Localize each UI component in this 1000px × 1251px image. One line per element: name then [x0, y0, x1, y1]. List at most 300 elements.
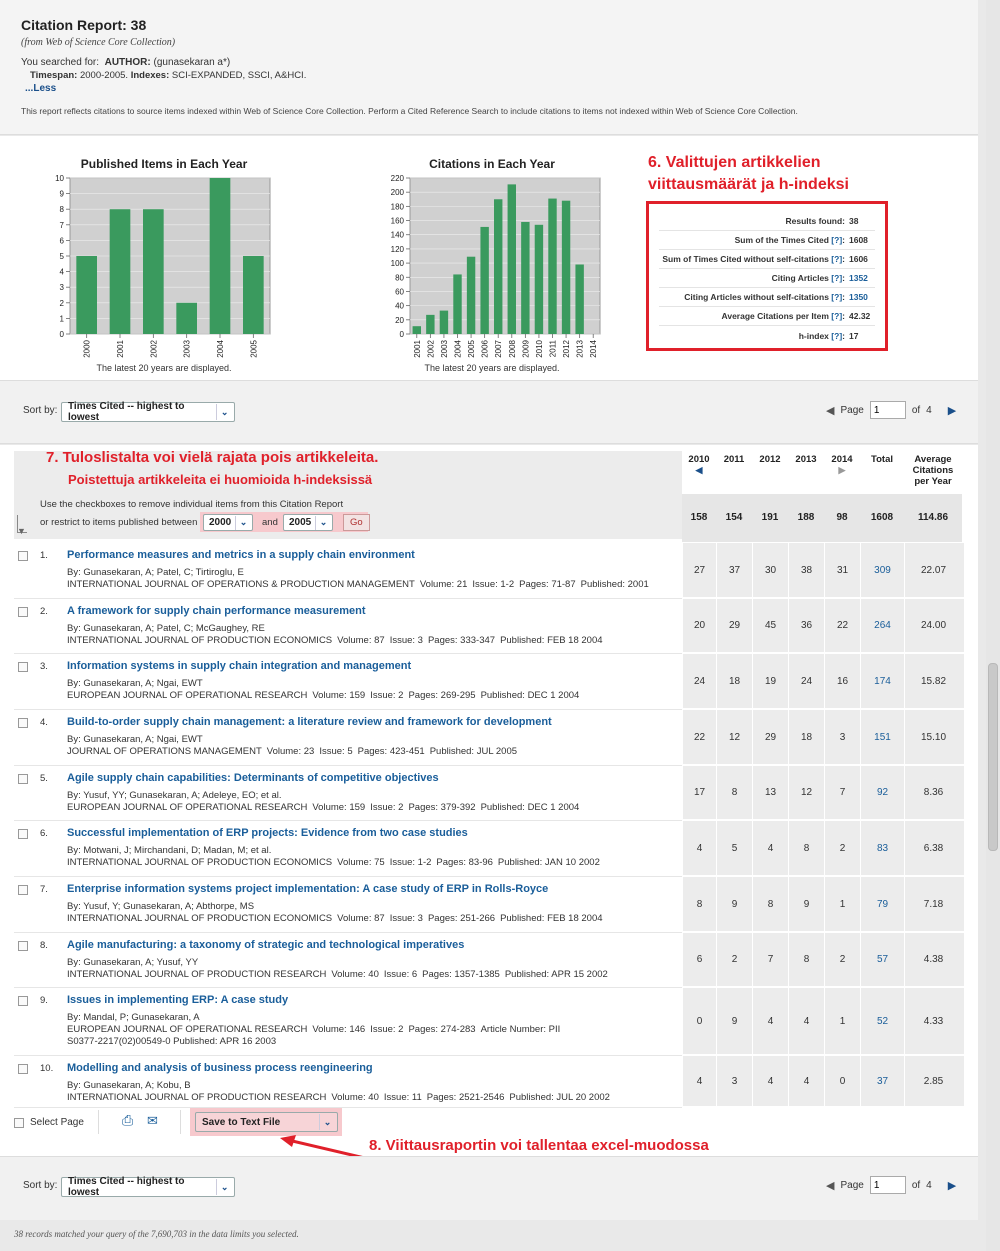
- published-items-chart: [48, 174, 278, 364]
- stat-colon: :: [842, 292, 845, 302]
- record-citations: [682, 933, 964, 986]
- year-citations: 18: [788, 710, 824, 764]
- record-source-part: EUROPEAN JOURNAL OF OPERATIONAL RESEARCH: [67, 802, 308, 813]
- year-citations: 7: [752, 933, 788, 986]
- record-source-part: Pages: 269-295: [408, 690, 476, 701]
- record-citations: [682, 654, 964, 708]
- year-header-label: 2010: [688, 454, 710, 465]
- pager-top: [826, 401, 956, 419]
- record-source-part: INTERNATIONAL JOURNAL OF PRODUCTION RESEARCH: [67, 1092, 327, 1103]
- year-citations: 31: [824, 543, 860, 597]
- citations-bar: [426, 315, 434, 334]
- record-title-link[interactable]: Enterprise information systems project implementation: A case study of ERP in Rolls-Royce: [67, 883, 549, 895]
- help-link[interactable]: [?]: [831, 292, 843, 302]
- year-to-select[interactable]: [283, 514, 333, 531]
- chevron-down-icon: ⌄: [235, 516, 251, 530]
- year-header-label: 2013: [795, 454, 817, 465]
- help-link[interactable]: [?]: [831, 235, 843, 245]
- record-source-part: Pages: 333-347: [427, 635, 496, 646]
- prev-years-icon[interactable]: ◀: [695, 465, 703, 475]
- record-source-part: Volume: 159: [312, 802, 366, 813]
- report-note: This report reflects citations to source items indexed within Web of Science Core Collection. Perform a Cited Reference Search to include citations to items not indexed within Web of Science Core Collection.: [21, 106, 798, 116]
- prev-page-icon[interactable]: ◀: [826, 404, 835, 417]
- record-citations: [682, 988, 964, 1054]
- record-citations: [682, 821, 964, 875]
- record-checkbox[interactable]: [18, 829, 28, 839]
- stat-colon: :: [842, 254, 845, 264]
- record-source-part: Published: FEB 18 2004: [500, 635, 603, 646]
- year-from-select[interactable]: [203, 514, 253, 531]
- record-source-part: Pages: 1357-1385: [422, 969, 500, 980]
- record-source-part: INTERNATIONAL JOURNAL OF PRODUCTION ECONOMICS: [67, 913, 333, 924]
- stat-value: 42.32: [849, 311, 871, 321]
- citations-xtick-label: 2002: [426, 340, 436, 358]
- year-citations: 4: [788, 988, 824, 1054]
- record-checkbox[interactable]: [18, 662, 28, 672]
- help-link[interactable]: [?]: [831, 254, 843, 264]
- table-row: [14, 879, 682, 933]
- record-source-part: Published: DEC 1 2004: [480, 802, 580, 813]
- year-citations: 27: [682, 543, 716, 597]
- stat-label: Average Citations per Item: [721, 311, 829, 321]
- total-citations-link[interactable]: 52: [860, 988, 904, 1054]
- stat-colon: :: [842, 311, 845, 321]
- stat-h-index: [659, 326, 875, 345]
- indexes-value: SCI-EXPANDED, SSCI, A&HCI.: [171, 70, 307, 81]
- year-citations: 9: [716, 877, 752, 931]
- sort-label: Sort by:: [23, 1180, 58, 1191]
- stat-citing-articles-noself: [659, 288, 875, 307]
- year-total: 191: [752, 494, 788, 542]
- citing-articles-link[interactable]: 1352: [849, 273, 868, 283]
- searched-field: AUTHOR:: [104, 57, 151, 68]
- year-citations: 1: [824, 988, 860, 1054]
- citations-xtick-label: 2012: [562, 340, 572, 358]
- year-citations: 9: [788, 877, 824, 931]
- record-authors: By: Motwani, J; Mirchandani, D; Madan, M; et al.: [67, 845, 272, 856]
- published-ytick-label: 10: [55, 174, 64, 183]
- record-source-part: Issue: 5: [319, 746, 353, 757]
- page-label: Page: [840, 1179, 864, 1191]
- year-citations: 17: [682, 766, 716, 819]
- record-source-part: Published: APR 15 2002: [504, 969, 608, 980]
- table-row: [14, 712, 682, 766]
- year-citations: 1: [824, 877, 860, 931]
- published-ytick-label: 1: [59, 314, 64, 324]
- published-ytick-label: 9: [59, 189, 64, 199]
- year-header-label: 2012: [759, 454, 781, 465]
- stat-colon: :: [842, 330, 845, 341]
- next-years-icon[interactable]: ▶: [838, 465, 846, 475]
- published-xtick-label: 2001: [116, 340, 125, 358]
- chevron-down-icon: ⌄: [216, 1179, 232, 1195]
- stat-value: 1606: [849, 254, 868, 264]
- record-source: [67, 690, 584, 701]
- page-input[interactable]: [870, 1176, 906, 1194]
- stat-label: Sum of the Times Cited: [734, 235, 829, 245]
- stat-sum-times-cited: [659, 231, 875, 250]
- citations-xtick-label: 2004: [453, 340, 463, 358]
- total-citations-link[interactable]: 57: [860, 933, 904, 986]
- citations-bar: [575, 265, 583, 334]
- chevron-down-icon: ⌄: [319, 1114, 335, 1130]
- stat-average-citations: [659, 307, 875, 326]
- average-citations: 2.85: [904, 1056, 962, 1106]
- record-title-link[interactable]: Build-to-order supply chain management: a literature review and framework for development: [67, 716, 552, 728]
- record-title-link[interactable]: Successful implementation of ERP projects: Evidence from two case studies: [67, 827, 468, 839]
- year-citations: 22: [824, 599, 860, 652]
- published-bar: [76, 256, 97, 334]
- title-prefix: Citation Report:: [21, 17, 127, 33]
- stat-value: 1608: [849, 235, 868, 245]
- record-source-part: Pages: 251-266: [427, 913, 496, 924]
- help-link[interactable]: [?]: [831, 311, 843, 321]
- next-page-icon[interactable]: ▶: [947, 404, 957, 417]
- year-citations: 0: [824, 1056, 860, 1106]
- citations-xtick-label: 2010: [534, 340, 544, 358]
- record-authors: By: Mandal, P; Gunasekaran, A: [67, 1012, 200, 1023]
- print-icon[interactable]: ⎙: [122, 1112, 134, 1128]
- help-link[interactable]: [?]: [831, 273, 843, 283]
- page-input[interactable]: [870, 401, 906, 419]
- record-number: 3.: [40, 661, 48, 672]
- record-number: 7.: [40, 884, 48, 895]
- record-source-cont: S0377-2217(02)00549-0 Published: APR 16 2003: [67, 1036, 277, 1047]
- citations-bar: [413, 326, 421, 334]
- year-citations: 7: [824, 766, 860, 819]
- record-number: 9.: [40, 995, 48, 1006]
- total-citations-link[interactable]: 264: [860, 599, 904, 652]
- year-total: 1608: [860, 494, 904, 542]
- save-format-value: Save to Text File: [202, 1116, 281, 1128]
- year-header: [860, 448, 904, 494]
- record-title-link[interactable]: Agile supply chain capabilities: Determinants of competitive objectives: [67, 772, 439, 784]
- record-checkbox[interactable]: [18, 885, 28, 895]
- record-source-part: Published: JUL 20 2002: [509, 1092, 610, 1103]
- citations-xtick-label: 2006: [480, 340, 490, 358]
- average-citations: 6.38: [904, 821, 962, 875]
- record-citations: [682, 710, 964, 764]
- published-bar: [243, 256, 264, 334]
- scrollbar[interactable]: [986, 0, 1000, 1251]
- citations-chart: [370, 174, 610, 364]
- record-source-part: EUROPEAN JOURNAL OF OPERATIONAL RESEARCH: [67, 690, 308, 701]
- record-authors: By: Gunasekaran, A; Kobu, B: [67, 1080, 191, 1091]
- year-total: 154: [716, 494, 752, 542]
- record-source-part: Volume: 75: [337, 857, 385, 868]
- year-citations: 45: [752, 599, 788, 652]
- record-checkbox[interactable]: [18, 718, 28, 728]
- published-xtick-label: 2004: [216, 340, 225, 358]
- stat-label: Citing Articles: [771, 273, 829, 283]
- less-link[interactable]: ...Less: [25, 83, 57, 94]
- year-header-label: Average Citations per Year: [912, 454, 954, 487]
- record-source: [67, 969, 613, 980]
- citations-ytick-label: 180: [390, 202, 404, 212]
- record-number: 8.: [40, 940, 48, 951]
- citations-ytick-label: 220: [390, 174, 404, 183]
- record-source-part: Published: FEB 18 2004: [500, 913, 603, 924]
- record-checkbox[interactable]: [18, 996, 28, 1006]
- record-citations: [682, 599, 964, 652]
- scrollbar-thumb[interactable]: [988, 663, 998, 851]
- prev-page-icon[interactable]: ◀: [826, 1179, 835, 1192]
- record-source: [67, 1024, 565, 1035]
- email-icon[interactable]: ✉: [147, 1113, 158, 1128]
- citations-ytick-label: 140: [390, 230, 404, 240]
- record-source-part: Volume: 40: [331, 969, 379, 980]
- citations-bar: [494, 199, 502, 334]
- annotation-7-line2: Poistettuja artikkeleita ei huomioida h-indeksissä: [68, 472, 373, 487]
- average-citations: 4.38: [904, 933, 962, 986]
- published-ytick-label: 5: [59, 252, 64, 261]
- record-source-part: Published: JUL 2005: [429, 746, 518, 757]
- sort-select-value: Times Cited -- highest to lowest: [68, 1176, 185, 1198]
- citations-ytick-label: 40: [395, 301, 404, 311]
- record-source-part: Pages: 83-96: [436, 857, 493, 868]
- help-link[interactable]: [?]: [831, 330, 843, 341]
- record-source-part: INTERNATIONAL JOURNAL OF PRODUCTION ECONOMICS: [67, 635, 333, 646]
- citations-ytick-label: 80: [395, 273, 404, 283]
- citations-xtick-label: 2007: [494, 340, 504, 358]
- chart2-note: The latest 20 years are displayed.: [424, 363, 560, 373]
- stat-colon: :: [842, 273, 845, 283]
- citations-xtick-label: 2008: [507, 340, 517, 358]
- record-source-part: Volume: 159: [312, 690, 366, 701]
- citations-bar: [535, 225, 543, 334]
- citations-xtick-label: 2003: [439, 340, 449, 358]
- record-authors: By: Gunasekaran, A; Patel, C; Tirtiroglu, E: [67, 567, 244, 578]
- record-source-part: Issue: 1-2: [389, 857, 432, 868]
- of-label: of: [911, 404, 921, 416]
- published-bar: [143, 209, 164, 334]
- record-source-part: Volume: 21: [419, 579, 468, 590]
- total-citations-link[interactable]: 309: [860, 543, 904, 597]
- chevron-down-icon: ⌄: [315, 516, 331, 530]
- citations-bar: [548, 199, 556, 334]
- citation-stats-box: [646, 201, 888, 351]
- year-citations: 0: [682, 988, 716, 1054]
- record-title-link[interactable]: Modelling and analysis of business process reengineering: [67, 1062, 373, 1074]
- year-citations: 20: [682, 599, 716, 652]
- citations-xtick-label: 2005: [467, 340, 477, 358]
- total-citations-link[interactable]: 174: [860, 654, 904, 708]
- record-authors: By: Gunasekaran, A; Ngai, EWT: [67, 678, 203, 689]
- year-citations: 4: [752, 821, 788, 875]
- citations-xtick-label: 2001: [412, 340, 422, 358]
- year-total: 188: [788, 494, 824, 542]
- record-source: [67, 635, 608, 646]
- year-from-value: 2000: [209, 517, 232, 528]
- citations-bar: [467, 257, 475, 334]
- record-number: 2.: [40, 606, 48, 617]
- record-source-part: Issue: 3: [389, 635, 423, 646]
- year-citations: 8: [788, 933, 824, 986]
- year-citations: 4: [788, 1056, 824, 1106]
- year-citations: 4: [752, 988, 788, 1054]
- citations-bar: [453, 274, 461, 334]
- record-source-part: EUROPEAN JOURNAL OF OPERATIONAL RESEARCH: [67, 1024, 308, 1035]
- table-row: [14, 545, 682, 599]
- citations-ytick-label: 200: [390, 188, 404, 198]
- average-citations: 24.00: [904, 599, 962, 652]
- year-citations: 3: [824, 710, 860, 764]
- select-page-label: Select Page: [30, 1117, 84, 1128]
- stat-label: h-index: [798, 330, 829, 341]
- pager-bottom: [826, 1176, 956, 1194]
- sort-select-bottom[interactable]: [61, 1177, 235, 1197]
- save-format-select[interactable]: [195, 1112, 338, 1132]
- record-title-link[interactable]: Performance measures and metrics in a supply chain environment: [67, 549, 415, 561]
- divider: [98, 1110, 99, 1134]
- year-citations: 2: [824, 933, 860, 986]
- record-source-part: Published: 2001: [580, 579, 649, 590]
- page-subtitle: (from Web of Science Core Collection): [21, 37, 176, 48]
- record-title-link[interactable]: Issues in implementing ERP: A case study: [67, 994, 289, 1006]
- year-citations: 16: [824, 654, 860, 708]
- record-source-part: Issue: 3: [389, 913, 423, 924]
- total-pages: 4: [926, 404, 932, 416]
- record-citations: [682, 766, 964, 819]
- record-source-part: Pages: 379-392: [408, 802, 476, 813]
- year-citations: 19: [752, 654, 788, 708]
- stat-citing-articles: [659, 269, 875, 288]
- next-page-icon[interactable]: ▶: [947, 1179, 957, 1192]
- published-xtick-label: 2000: [82, 340, 92, 358]
- year-citations: 2: [824, 821, 860, 875]
- record-authors: By: Gunasekaran, A; Yusuf, YY: [67, 957, 199, 968]
- page-title: [21, 17, 146, 33]
- record-source-part: INTERNATIONAL JOURNAL OF OPERATIONS & PRODUCTION MANAGEMENT: [67, 579, 415, 590]
- year-citations: 9: [716, 988, 752, 1054]
- published-ytick-label: 8: [59, 205, 64, 215]
- average-citations: 15.10: [904, 710, 962, 764]
- title-count: 38: [130, 17, 147, 33]
- total-citations-link[interactable]: 79: [860, 877, 904, 931]
- go-button[interactable]: Go: [343, 514, 370, 531]
- year-citations: 12: [788, 766, 824, 819]
- select-page-checkbox[interactable]: [14, 1118, 24, 1128]
- year-header-label: 2011: [723, 454, 745, 465]
- timespan-value: 2000-2005.: [79, 70, 129, 81]
- total-citations-link[interactable]: 83: [860, 821, 904, 875]
- record-authors: By: Gunasekaran, A; Patel, C; McGaughey, RE: [67, 623, 265, 634]
- record-title-link[interactable]: Information systems in supply chain integration and management: [67, 660, 412, 672]
- year-header: [752, 448, 788, 494]
- record-source: [67, 802, 584, 813]
- year-citations: 18: [716, 654, 752, 708]
- stat-results-found: [659, 212, 875, 231]
- citations-xtick-label: 2014: [589, 340, 599, 358]
- year-columns-header: [682, 448, 964, 544]
- sort-label: Sort by:: [23, 405, 58, 416]
- year-citations: 5: [716, 821, 752, 875]
- records-matched-note: 38 records matched your query of the 7,690,703 in the data limits you selected.: [14, 1229, 299, 1239]
- average-citations: 8.36: [904, 766, 962, 819]
- chart1-note: The latest 20 years are displayed.: [96, 363, 232, 373]
- chart2-title: Citations in Each Year: [429, 157, 555, 171]
- sort-select[interactable]: [61, 402, 235, 422]
- record-checkbox[interactable]: [18, 774, 28, 784]
- year-citations: 8: [788, 821, 824, 875]
- indexes-label: Indexes:: [130, 70, 170, 81]
- record-citations: [682, 877, 964, 931]
- table-row: [14, 935, 682, 988]
- citations-ytick-label: 60: [395, 287, 404, 297]
- record-source-part: Volume: 146: [312, 1024, 366, 1035]
- year-citations: 22: [682, 710, 716, 764]
- page-label: Page: [840, 404, 864, 416]
- record-source-part: Pages: 2521-2546: [426, 1092, 505, 1103]
- published-bar: [210, 178, 231, 334]
- year-header: [824, 448, 860, 494]
- citations-bar: [521, 222, 529, 334]
- year-header: [904, 448, 962, 494]
- published-ytick-label: 0: [59, 330, 64, 339]
- record-source-part: Article Number: PII: [480, 1024, 561, 1035]
- total-citations-link[interactable]: 151: [860, 710, 904, 764]
- record-checkbox[interactable]: [18, 607, 28, 617]
- record-checkbox[interactable]: [18, 1064, 28, 1074]
- year-header: [716, 448, 752, 494]
- of-label: of: [911, 1179, 921, 1191]
- record-source-part: Issue: 2: [370, 690, 404, 701]
- record-source-part: Volume: 23: [266, 746, 315, 757]
- filter-line2: or restrict to items published between: [40, 517, 198, 528]
- published-bar: [176, 303, 197, 334]
- citations-plot-area: [410, 178, 600, 334]
- total-citations-link[interactable]: 37: [860, 1056, 904, 1106]
- year-citations: 8: [682, 877, 716, 931]
- sort-select-value: Times Cited -- highest to lowest: [68, 401, 185, 423]
- published-xtick-label: 2005: [249, 340, 259, 358]
- year-citations: 29: [716, 599, 752, 652]
- citations-ytick-label: 100: [390, 259, 404, 269]
- citations-bar: [562, 201, 570, 334]
- total-citations-link[interactable]: 92: [860, 766, 904, 819]
- record-source: [67, 857, 605, 868]
- divider: [180, 1110, 181, 1134]
- record-checkbox[interactable]: [18, 941, 28, 951]
- record-title-link[interactable]: Agile manufacturing: a taxonomy of strategic and technological imperatives: [67, 939, 465, 951]
- citing-articles-noself-link[interactable]: 1350: [849, 292, 868, 302]
- citations-bar: [508, 184, 516, 334]
- record-authors: By: Yusuf, Y; Gunasekaran, A; Abthorpe, MS: [67, 901, 255, 912]
- average-citations: 22.07: [904, 543, 962, 597]
- stat-value: 17: [849, 330, 859, 341]
- published-ytick-label: 7: [59, 220, 64, 230]
- citations-ytick-label: 160: [390, 216, 404, 226]
- published-ytick-label: 4: [59, 267, 64, 277]
- record-title-link[interactable]: A framework for supply chain performance measurement: [67, 605, 366, 617]
- published-ytick-label: 2: [59, 298, 64, 308]
- stat-value: 38: [849, 216, 859, 226]
- published-bar: [110, 209, 131, 334]
- stat-label: Citing Articles without self-citations: [684, 292, 829, 302]
- year-total: 98: [824, 494, 860, 542]
- record-source-part: Issue: 6: [383, 969, 418, 980]
- citations-xtick-label: 2009: [521, 340, 531, 358]
- record-checkbox[interactable]: [18, 551, 28, 561]
- record-source: [67, 746, 522, 757]
- annotation-8-line1: 8. Viittausraportin voi tallentaa excel-muodossa: [369, 1137, 709, 1154]
- year-header-label: Total: [871, 454, 893, 465]
- stat-colon: :: [842, 235, 845, 245]
- record-source-part: INTERNATIONAL JOURNAL OF PRODUCTION RESEARCH: [67, 969, 327, 980]
- searched-label: You searched for:: [21, 57, 100, 68]
- published-ytick-label: 6: [59, 236, 64, 246]
- table-row: [14, 823, 682, 877]
